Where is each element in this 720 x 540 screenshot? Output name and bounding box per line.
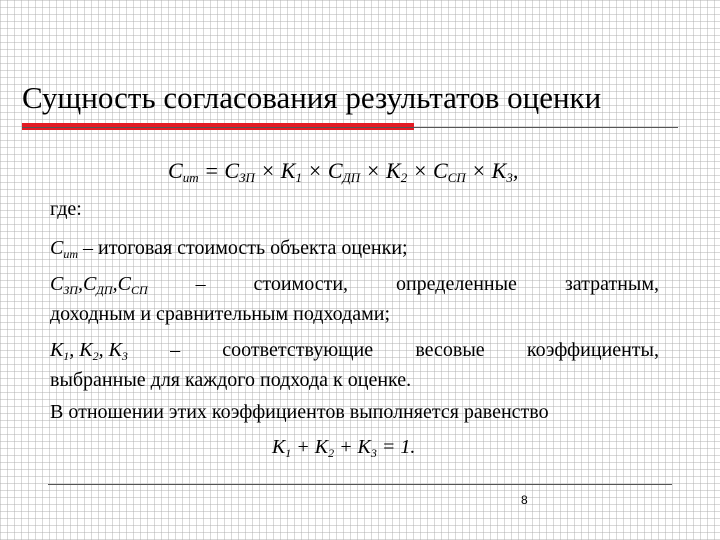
line-2-word: – — [195, 273, 206, 295]
symbol-k2: , К — [69, 339, 93, 361]
formula-k3: × K — [465, 158, 507, 183]
formula-c2: × C — [301, 158, 343, 183]
line-4-word: соответствующие — [222, 339, 374, 361]
formula-k2: × K — [360, 158, 401, 183]
symbol-k1-sub: 1 — [63, 349, 70, 363]
main-formula — [168, 158, 518, 186]
slide-title: Сущность согласования результатов оценки — [22, 80, 602, 115]
formula-t2-sub: ДП — [342, 170, 361, 185]
symbol-k3: , К — [98, 339, 122, 361]
formula-k1-sub: 1 — [295, 170, 302, 185]
symbols-k — [50, 338, 128, 368]
formula-t1-sub: ЗП — [239, 170, 255, 185]
symbol-c-sp: ,С — [112, 273, 131, 295]
formula-lhs: C — [168, 158, 183, 183]
title-underline — [22, 127, 678, 128]
line-4-word: – — [170, 339, 181, 361]
symbol-c-dp: ,С — [77, 273, 97, 295]
coefficient-equality — [272, 436, 415, 461]
eq-k3: + К — [334, 436, 371, 458]
formula-eq: = C — [198, 158, 240, 183]
where-label: где: — [50, 198, 82, 220]
definition-line-3: доходным и сравнительным подходами; — [50, 303, 391, 325]
symbol-k2-sub: 2 — [92, 349, 99, 363]
symbol-c-dp-sub: ДП — [96, 283, 113, 297]
page-number: 8 — [521, 493, 528, 507]
line-4-word: коэффициенты, — [526, 339, 659, 361]
definition-line-1 — [50, 236, 408, 266]
line-4-word: весовые — [415, 339, 485, 361]
formula-lhs-sub: ит — [182, 170, 199, 185]
eq-k1: К — [272, 436, 286, 458]
eq-k2-sub: 2 — [328, 446, 335, 460]
line-2-word: стоимости, — [253, 273, 349, 295]
symbol-c-sp-sub: СП — [130, 283, 148, 297]
symbol-k3-sub: 3 — [121, 349, 128, 363]
footer-rule — [48, 484, 672, 485]
definition-line-2 — [50, 272, 659, 302]
symbol-c-it-sub: ит — [63, 247, 79, 261]
symbol-c-it: С — [50, 237, 64, 259]
definition-line-4 — [50, 338, 659, 368]
definition-line-1-text: – итоговая стоимость объекта оценки; — [78, 237, 408, 259]
symbol-c-zp-sub: ЗП — [63, 283, 78, 297]
eq-rhs: = 1. — [376, 436, 416, 458]
formula-k2-sub: 2 — [400, 170, 408, 185]
line-2-word: затратным, — [564, 273, 659, 295]
eq-k2: + К — [291, 436, 329, 458]
symbol-c-zp: С — [50, 273, 64, 295]
symbols-c-approaches — [50, 272, 148, 302]
symbol-k1: К — [50, 339, 64, 361]
definition-line-6: В отношении этих коэффициентов выполняется равенство — [50, 401, 549, 423]
formula-t3-sub: СП — [447, 170, 466, 185]
line-2-word: определенные — [395, 273, 517, 295]
eq-k3-sub: 3 — [370, 446, 377, 460]
eq-k1-sub: 1 — [285, 446, 292, 460]
definition-line-5: выбранные для каждого подхода к оценке. — [50, 369, 412, 391]
formula-k3-sub: 3 — [506, 170, 513, 185]
formula-c3: × C — [407, 158, 448, 183]
formula-end: , — [512, 158, 519, 183]
formula-k1: × K — [254, 158, 296, 183]
